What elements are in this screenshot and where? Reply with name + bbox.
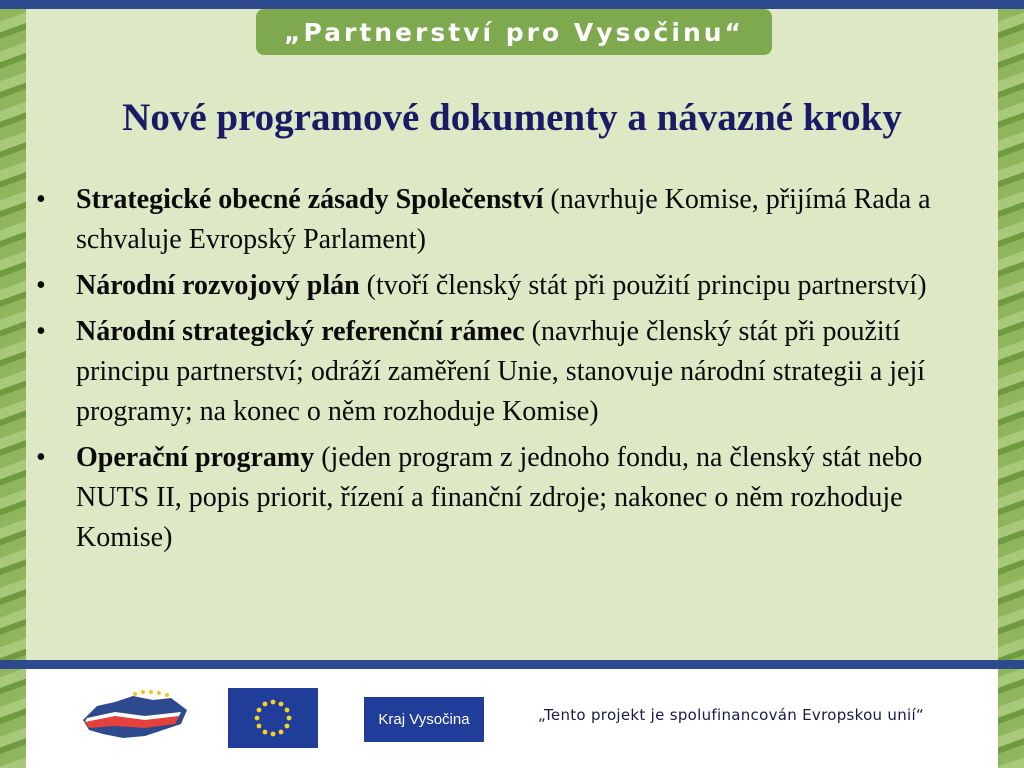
bullet-list: [36, 180, 986, 564]
slide-title: Nové programové dokumenty a návazné kroky: [122, 96, 902, 139]
bullet-icon: •: [36, 316, 46, 347]
czech-map-logo: [75, 686, 195, 746]
list-item: [36, 266, 986, 306]
bullet-icon: •: [36, 442, 46, 473]
item-text: (tvoří členský stát při použití principu partnerství): [359, 270, 927, 301]
list-item: [36, 180, 986, 260]
bullet-icon: •: [36, 184, 46, 215]
kraj-vysocina-text: Kraj Vysočina: [378, 711, 470, 728]
bottom-stripe: [0, 660, 1024, 669]
item-text: (navrhuje Komise, přijímá Rada a schvaluje Evropský Parlament): [76, 184, 931, 255]
item-text: (jeden program z jednoho fondu, na členský stát nebo NUTS II, popis priorit, řízení a finanční zdroje; nakonec o něm rozhoduje Komise): [76, 442, 923, 553]
star-icons: [133, 690, 169, 697]
item-heading: Operační programy: [76, 442, 315, 473]
kraj-vysocina-logo: [364, 697, 484, 742]
cofinancing-note: „Tento projekt je spolufinancován Evropskou unií“: [538, 706, 925, 724]
item-heading: Národní strategický referenční rámec: [76, 316, 525, 347]
list-item: [36, 438, 986, 558]
item-heading: Strategické obecné zásady Společenství: [76, 184, 544, 215]
list-item: [36, 312, 986, 432]
bullet-icon: •: [36, 270, 46, 301]
item-text: (navrhuje členský stát při použití principu partnerství; odráží zaměření Unie, stanovuje národní strategii a její programy; na konec o něm rozhoduje Komise): [76, 316, 926, 427]
header-banner: „Partnerství pro Vysočinu“: [256, 9, 772, 55]
top-stripe: [0, 0, 1024, 9]
eu-flag-logo: [228, 688, 318, 748]
item-heading: Národní rozvojový plán: [76, 270, 360, 301]
